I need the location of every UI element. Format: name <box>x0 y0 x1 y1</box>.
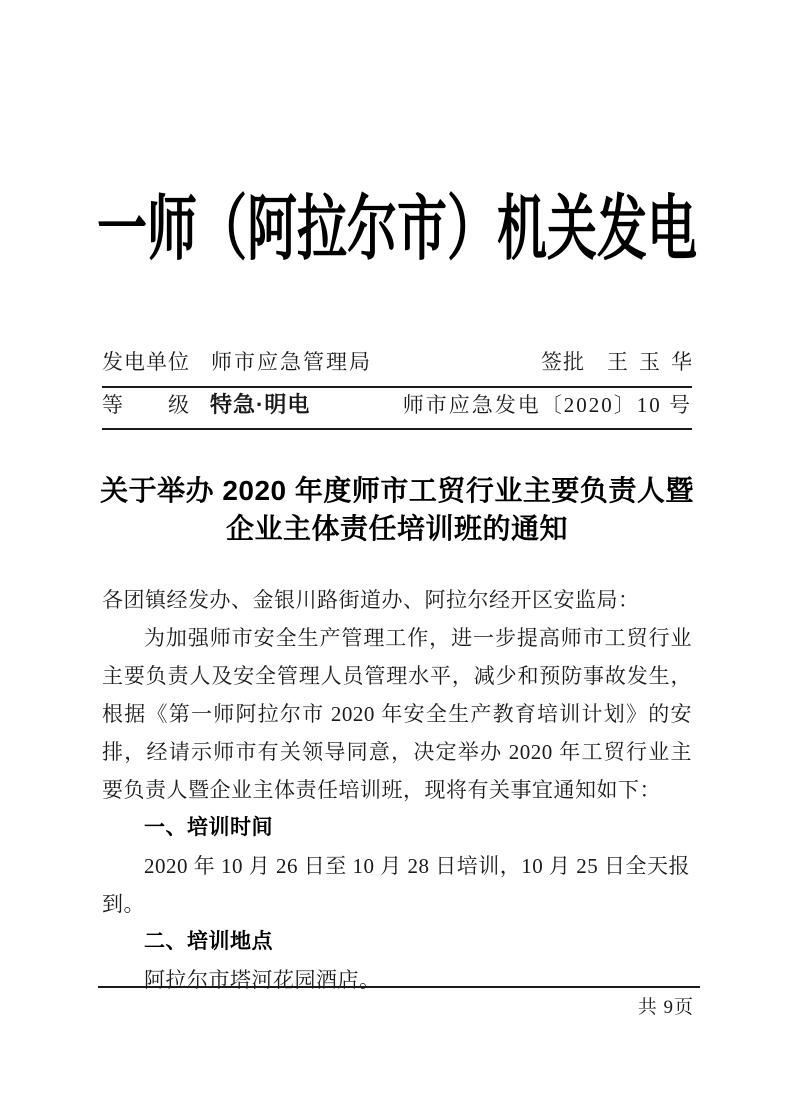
issuing-unit-value: 师市应急管理局 <box>211 350 372 374</box>
document-title-line1: 关于举办 2020 年度师市工贸行业主要负责人暨 <box>100 475 694 506</box>
document-body <box>102 581 692 999</box>
doc-number: 师市应急发电〔2020〕10 号 <box>402 393 692 417</box>
masthead-title: 一师（阿拉尔市）机关发电 <box>97 188 697 269</box>
sign-group <box>541 346 703 376</box>
doc-number-group <box>403 389 692 419</box>
document-title-line2: 企业主体责任培训班的通知 <box>225 513 568 544</box>
page-count: 共 9页 <box>637 997 694 1018</box>
section1-heading: 一、培训时间 <box>144 816 273 839</box>
grade-label: 等 级 <box>102 393 190 417</box>
grade-group <box>102 388 310 419</box>
body-paragraph: 为加强师市安全生产管理工作，进一步提高师市工贸行业主要负责人及安全管理人员管理水平，减少和预防事故发生，根据《第一师阿拉尔市 2020 年安全生产教育培训计划》的安排，经请示师市有关领导同意，决定举办 2020 年工贸行业主要负责人暨企业主体责任培训班，现将有关事宜通知如下： <box>102 626 692 802</box>
document-title <box>60 472 734 548</box>
sign-value: 王玉华 <box>607 350 703 374</box>
info-table <box>102 346 703 430</box>
masthead <box>0 168 794 278</box>
issuing-unit-label: 发电单位 <box>102 350 190 374</box>
footer-divider <box>98 986 700 988</box>
grade-value: 特急·明电 <box>210 392 311 417</box>
issuing-unit-group <box>102 346 372 376</box>
sign-label: 签批 <box>541 350 585 374</box>
info-row-grade <box>102 388 692 430</box>
salutation: 各团镇经发办、金银川路街道办、阿拉尔经开区安监局： <box>102 588 640 612</box>
info-row-issuing-unit <box>102 346 703 388</box>
section2-text: 阿拉尔市塔河花园酒店。 <box>144 968 381 992</box>
section1-text: 2020 年 10 月 26 日至 10 月 28 日培训，10 月 25 日全天报到。 <box>102 854 690 916</box>
section2-heading: 二、培训地点 <box>144 930 273 953</box>
